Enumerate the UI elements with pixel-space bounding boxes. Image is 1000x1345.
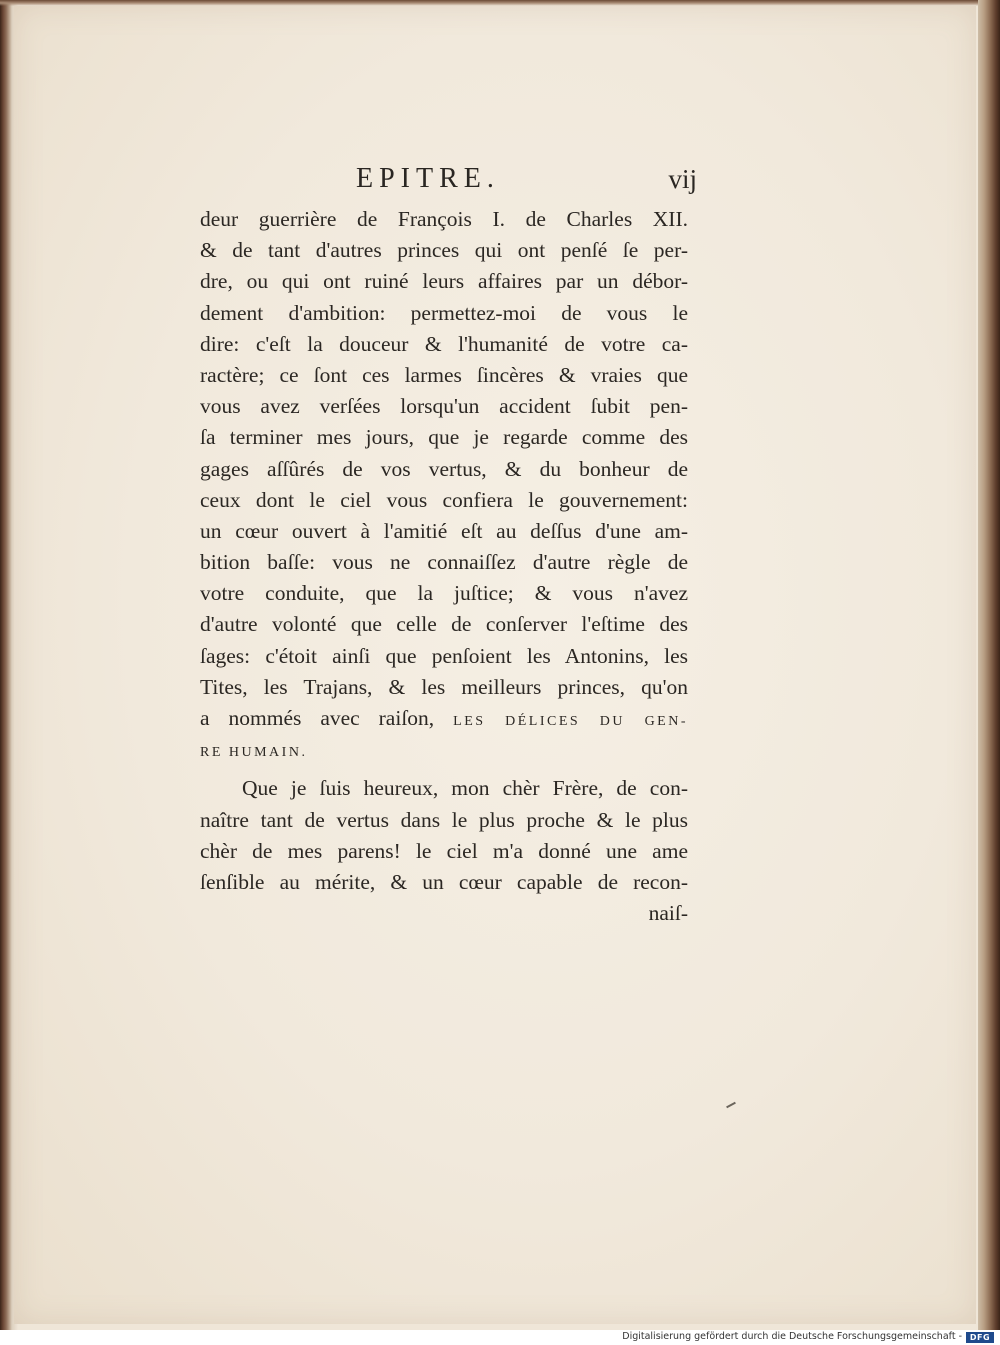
page-number: vij [668,164,697,194]
text-line: ceux dont le ciel vous confiera le gouvernement: [200,487,688,512]
paragraph-gap [200,765,688,773]
text-block [200,204,688,929]
text-line: bition baſſe: vous ne connaiſſez d'autre règle de [200,550,688,575]
text-line: ſa terminer mes jours, que je regarde comme des [200,425,688,450]
text-line: votre conduite, que la juſtice; & vous n'avez [200,581,688,606]
text-line: gages aſſûrés de vos vertus, & du bonheur de [200,456,688,481]
running-title: EPITRE. [356,163,500,194]
book-page [14,6,976,1324]
smallcaps-phrase: RE HUMAIN. [200,745,308,761]
text-line: ſenſible au mérite, & un cœur capable de recon- [200,869,688,894]
text-line: naître tant de vertus dans le plus proche & le plus [200,807,688,832]
text-line: dire: c'eſt la douceur & l'humanité de votre ca- [200,331,688,356]
text-line: un cœur ouvert à l'amitié eſt au deſſus d'une am- [200,518,688,543]
text-line: chèr de mes parens! le ciel m'a donné une ame [200,838,688,863]
text-line: Tites, les Trajans, & les meilleurs princes, qu'on [200,674,688,699]
text-line: d'autre volonté que celle de conſerver l'eſtime des [200,612,688,637]
text-line-smallcaps [200,734,688,765]
text-line: vous avez verſées lorsqu'un accident ſubit pen- [200,394,688,419]
line-prefix: a nommés avec raiſon, [200,706,435,730]
text-line: deur guerrière de François I. de Charles XII. [200,207,688,231]
text-line: ractère; ce ſont ces larmes ſincères & vraies que [200,362,688,387]
book-fore-edge [978,0,1000,1330]
text-line: ſages: c'étoit ainſi que penſoient les Antonins, les [200,643,688,668]
smallcaps-phrase: LES DÉLICES DU GEN- [453,714,689,729]
digitization-footer [0,1330,1000,1345]
catchword: naiſ- [648,901,688,926]
text-line: dement d'ambition: permettez-moi de vous le [200,300,688,325]
text-line: dre, ou qui ont ruiné leurs affaires par un débor- [200,269,688,294]
running-head [356,161,697,201]
dfg-logo: DFG [966,1332,994,1343]
text-line: & de tant d'autres princes qui ont penſé ſe per- [200,238,688,263]
funding-credit: Digitalisierung gefördert durch die Deutsche Forschungsgemeinschaft - [622,1331,962,1342]
paragraph-first-line: Que je ſuis heureux, mon chèr Frère, de con- [242,776,688,801]
text-line-mixed [200,703,688,734]
